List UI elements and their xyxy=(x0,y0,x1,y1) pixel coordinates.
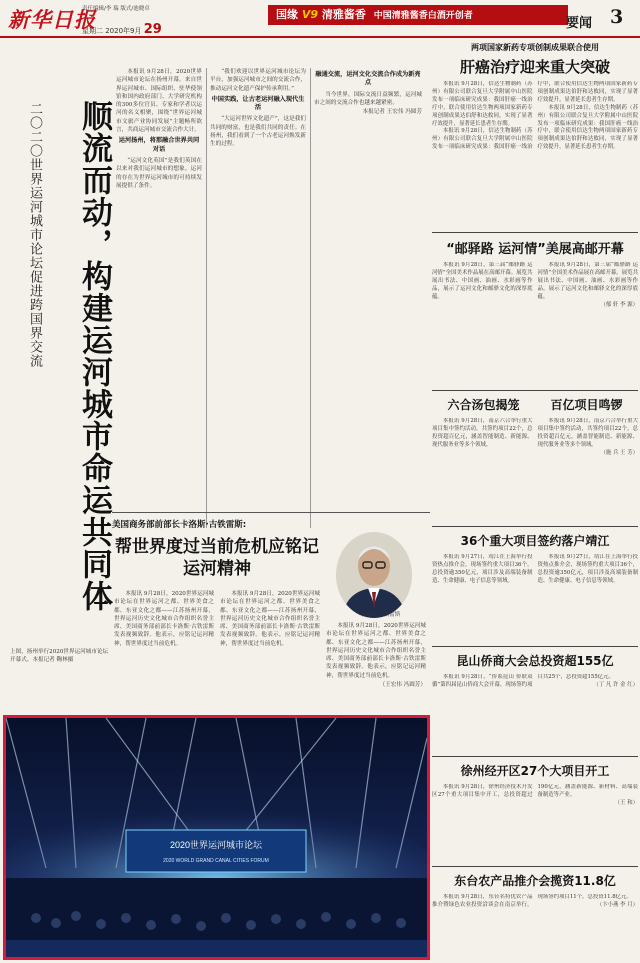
page-number: 3 xyxy=(610,6,624,28)
story5-headline: 昆山侨商大会总投资超155亿 xyxy=(456,654,614,668)
lead-byline: 本报记者 王宏伟 冯圆芳 xyxy=(362,109,422,116)
banner-slogan: 清雅酱香 xyxy=(321,8,366,21)
story-liver-cancer xyxy=(432,42,638,229)
article2-text-2: 本报讯 9月28日，2020世界运河城市论坛在世界运河之都、世界美食之都、东亚文化之都——江苏扬州开幕，世界运河历史文化城市合作组织名誉主席、美国商务部前部长卡洛斯·古铁雷斯发表视频致辞。他表示，应铭记运河精神，帮世界度过当前危机。 xyxy=(220,591,320,647)
article2-headline: 帮世界度过当前危机应铭记运河精神 xyxy=(115,537,319,579)
story3-headline-b: 百亿项目鸣锣 xyxy=(550,398,623,412)
story6-body xyxy=(432,784,638,862)
right-divider xyxy=(432,646,638,647)
lead-subhead-3: 融通交流，运河文化交流合作成为新亮点 xyxy=(315,71,421,87)
story-xuzhou xyxy=(432,762,638,862)
story1-text: 本报讯 9月28日，信达生物制药（苏州）有限公司联合复旦大学附属中山医院发布一项临床研究成果：我国肝癌一线治疗中，联合使用信达生物两项国家新药专项创制成果达伯舒和达攸同，实现了显著疗效提升，显著延长患者生存期。 xyxy=(432,81,533,127)
right-divider xyxy=(432,232,638,233)
story4-text: 本报讯 9月27日，靖江在上海举行投资热点推介会，现场签约重大项目36个，总投资逾350亿元，项目涉及高端装备制造、生命健康、电子信息等领域。 xyxy=(432,554,533,584)
story1-text-2: 本报讯 9月28日，信达生物制药（苏州）有限公司联合复旦大学附属中山医院发布一项临床研究成果：我国肝癌一线治疗中，联合使用信达生物两项国家新药专项创制成果达伯舒和达攸同，实现了显著疗效提升，显著延长患者生存期。 xyxy=(432,81,638,151)
portrait-photo xyxy=(336,532,412,618)
lead-subhead-2: 中国实践，让古老运河融入现代生活 xyxy=(211,95,305,112)
story3-headline-a: 六合汤包揭笼 xyxy=(447,398,520,412)
forum-stage-photo xyxy=(3,715,430,960)
editor-credits: 责任编辑/李 瑞 版式/池晓卓 xyxy=(82,6,150,12)
article2-text-3: 本报讯 9月28日，2020世界运河城市论坛在世界运河之都、世界美食之都、东亚文化之都——江苏扬州开幕，世界运河历史文化城市合作组织名誉主席、美国商务部前部长卡洛斯·古铁雷斯发表视频致辞。他表示，应铭记运河精神，帮世界度过当前危机。 xyxy=(326,623,426,679)
story4-text-2: 本报讯 9月27日，靖江在上海举行投资热点推介会，现场签约重大项目36个，总投资逾350亿元，项目涉及高端装备制造、生命健康、电子信息等领域。 xyxy=(537,554,638,584)
lead-headline: 顺流而动，构建运河城市命运共同体 xyxy=(76,100,112,612)
story5-body xyxy=(432,674,638,752)
story7-body xyxy=(432,894,638,956)
section-title: 要闻 xyxy=(566,16,593,31)
article2-column-2 xyxy=(220,590,320,710)
lead-col1-text: “运河文化英国”是我们英国在以来对我们运河城市的想象。运河的存在为世界运河城市的可持续发展提供了条件。 xyxy=(116,157,202,189)
story7-headline: 东台农产品推介会揽资11.8亿 xyxy=(454,874,616,888)
photo-caption: 上图，扬州举行2020世界运河城市论坛开幕式。本报记者 鞠林摄 xyxy=(10,649,109,663)
article2-kicker: 美国商务部前部长卡洛斯·古铁雷斯: xyxy=(112,520,247,530)
story3-headline xyxy=(432,396,638,413)
issue-date-text: 星期二 2020年9月 xyxy=(82,27,142,35)
lead-column-3 xyxy=(314,68,422,523)
story-liuhe xyxy=(432,396,638,522)
article2-column-1 xyxy=(114,590,214,710)
story5-text: 本报讯 9月28日，“侨系昆山 侨联双循”第四届昆山侨商大会开幕，现场签约项目共25个，总投资超155亿元。 xyxy=(432,674,614,688)
lead-subtitle: 二〇二〇世界运河城市论坛促进跨国界交流 xyxy=(27,102,42,368)
story1-headline: 肝癌治疗迎来重大突破 xyxy=(459,58,610,76)
story6-headline: 徐州经开区27个大项目开工 xyxy=(460,764,610,778)
story2-byline: （郁 轩 李 源） xyxy=(600,301,638,308)
banner-v9: V9 xyxy=(301,8,319,21)
banner-tagline: 中国清雅酱香白酒开创者 xyxy=(373,11,473,21)
banner-brand: 国缘 xyxy=(276,8,298,21)
story-dongtai xyxy=(432,872,638,956)
newspaper-logo: 新华日报 xyxy=(8,7,96,32)
story1-body xyxy=(432,81,638,229)
right-divider xyxy=(432,390,638,391)
lead-column-1 xyxy=(116,68,202,523)
portrait-image xyxy=(336,532,412,618)
section-divider xyxy=(112,512,430,513)
story3-text-2: 本报讯 9月28日，南京六合举行重大项目集中签约活动，共签约项目22个，总投资超百亿元，涵盖智能制造、新能源、现代服务业等多个领域。 xyxy=(537,418,638,448)
story-art-exhibition xyxy=(432,238,638,362)
stage-screen-cn: 2020世界运河城市论坛 xyxy=(169,840,263,850)
right-divider xyxy=(432,526,638,527)
story4-headline: 36个重大项目签约落户靖江 xyxy=(460,534,610,548)
lead-col3-text: “大运河世界文化遗产”，这是我们共同的财富，也是我们共同的责任。在扬州，我们看到了一个古老运河焕发新生的过程。 xyxy=(210,116,306,148)
story2-body xyxy=(432,262,638,362)
story7-byline: （卞小燕 李 月） xyxy=(596,901,638,908)
issue-date-day: 29 xyxy=(143,22,162,37)
story2-text-2: 本报讯 9月28日，第三届“邮驿路 运河情”全国美术作品展在高邮开幕。展览共展出书法、中国画、油画、水彩画等作品，展示了运河文化和邮驿文化的深厚底蕴。 xyxy=(537,262,638,300)
lead-intro: 本报讯 9月28日，2020世界运河城市论坛在扬州开幕。来自世界运河城市、国际组织、驻华使领馆和国内政府部门、大学研究机构的300多位官员、专家和学者以运河的名义相聚，围绕“世界运河城市文旅产业协同发展”主题畅所欲言，共商运河城市交流合作大计。 xyxy=(116,69,202,134)
lead-subhead-1: 运河扬州，将那融合世界共同对话 xyxy=(118,137,200,153)
story3-body xyxy=(432,418,638,522)
story2-headline: “邮驿路 运河情”美展高邮开幕 xyxy=(446,242,624,257)
story3-byline: （施 兵 王 芳） xyxy=(600,449,638,456)
story6-text: 本报讯 9月28日，徐州经济技术开发区27个重大项目集中开工，总投资超过190亿元，涵盖新能源、新材料、高端装备制造等产业。 xyxy=(432,784,638,798)
portrait-caption: 卡洛斯·古铁雷斯 xyxy=(360,612,401,618)
lead-story xyxy=(6,40,428,720)
column-divider xyxy=(310,68,311,528)
story-kunshan xyxy=(432,652,638,752)
article2-column-3 xyxy=(326,622,426,710)
story3-text: 本报讯 9月28日，南京六合举行重大项目集中签约活动，共签约项目22个，总投资超百亿元，涵盖智能制造、新能源、现代服务业等多个领域。 xyxy=(432,418,533,448)
story5-byline: （丁 凡 许 金 红） xyxy=(593,681,638,688)
column-divider xyxy=(206,68,207,528)
stage-screen-en: 2020 WORLD GRAND CANAL CITIES FORUM xyxy=(163,858,269,864)
lead-col2-text: “我们欢迎以世界运河城市论坛为平台，加强运河城市之间的交流合作，推动运河文化遗产保护传承利用。” xyxy=(210,69,306,92)
stage-image xyxy=(6,718,427,957)
right-divider xyxy=(432,756,638,757)
story6-byline: （王 和） xyxy=(614,799,638,806)
lead-column-2 xyxy=(210,68,306,523)
ad-banner xyxy=(268,5,568,25)
right-column xyxy=(432,40,638,960)
lead-col4-text: 当今世界，国际交流日益频繁，运河城市之间的交流合作也越来越紧密。 xyxy=(314,91,422,106)
story4-body xyxy=(432,554,638,642)
issue-date xyxy=(82,22,162,37)
story1-text-3: 本报讯 9月28日，信达生物制药（苏州）有限公司联合复旦大学附属中山医院发布一项临床研究成果：我国肝癌一线治疗中，联合使用信达生物两项国家新药专项创制成果达伯舒和达攸同，实现了显著疗效提升，显著延长患者生存期。 xyxy=(537,104,638,151)
right-divider xyxy=(432,866,638,867)
story1-kicker: 两项国家新药专项创制成果联合使用 xyxy=(471,43,599,52)
story2-text: 本报讯 9月28日，第三届“邮驿路 运河情”全国美术作品展在高邮开幕。展览共展出书法、中国画、油画、水彩画等作品，展示了运河文化和邮驿文化的深厚底蕴。 xyxy=(432,262,533,300)
article2-text: 本报讯 9月28日，2020世界运河城市论坛在世界运河之都、世界美食之都、东亚文化之都——江苏扬州开幕，世界运河历史文化城市合作组织名誉主席、美国商务部前部长卡洛斯·古铁雷斯发表视频致辞。他表示，应铭记运河精神，帮世界度过当前危机。 xyxy=(114,591,214,647)
article2-byline: （王宏伟 冯圆芳） xyxy=(379,682,426,689)
story7-text: 本报讯 9月28日，东台名特优农产品推介暨绿色农业投资洽谈会在南京举行，现场签约项目11个，总投资11.8亿元。 xyxy=(432,894,632,908)
masthead xyxy=(0,0,640,38)
story-jingjiang xyxy=(432,532,638,642)
